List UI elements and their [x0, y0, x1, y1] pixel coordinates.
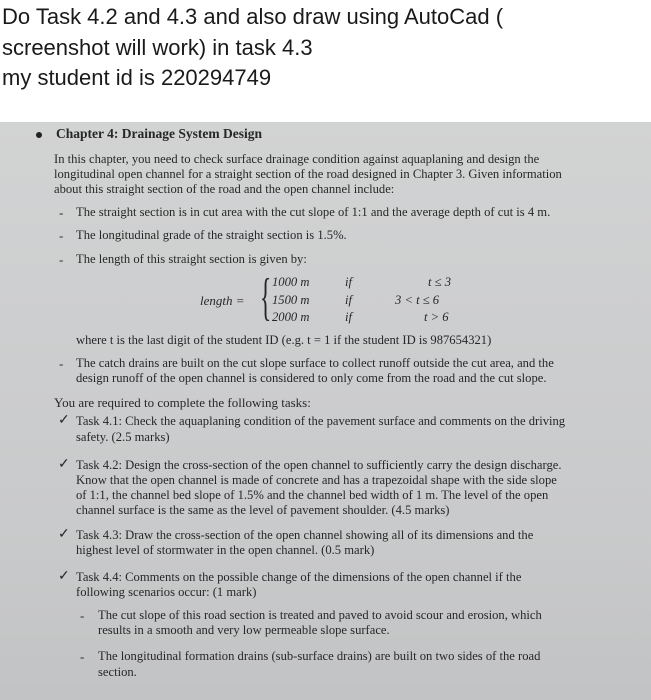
question-line-1: Do Task 4.2 and 4.3 and also draw using AutoCad (	[2, 4, 504, 29]
case-cond-3: t > 6	[424, 310, 449, 324]
dash-marker: -	[80, 649, 85, 664]
dash-marker: -	[59, 252, 64, 267]
task-4-2-line-1: Task 4.2: Design the cross-section of the open channel to sufficiently carry the design discharge.	[76, 458, 562, 472]
case-if-1: if	[345, 275, 352, 289]
chapter-title: Chapter 4: Drainage System Design	[56, 126, 262, 141]
catch-line-2: design runoff of the open channel is considered to only come from the road and the cut slope.	[76, 371, 547, 385]
formula-brace: {	[260, 269, 272, 326]
task-4-4-line-2: following scenarios occur: (1 mark)	[76, 585, 257, 599]
check-mark: ✓	[58, 569, 70, 584]
check-mark: ✓	[58, 527, 70, 542]
scenario-1-line-2: results in a smooth and very low permeable slope surface.	[98, 623, 390, 637]
case-if-3: if	[345, 310, 352, 324]
required-intro: You are required to complete the following tasks:	[54, 395, 311, 410]
case-value-2: 1500 m	[272, 293, 310, 307]
intro-line-1: In this chapter, you need to check surface drainage condition against aquaplaning and design the	[54, 152, 540, 166]
given-line-1: The straight section is in cut area with the cut slope of 1:1 and the average depth of cut is 4 m.	[76, 205, 551, 219]
dash-marker: -	[59, 205, 64, 220]
case-value-1: 1000 m	[272, 275, 310, 289]
case-cond-1: t ≤ 3	[428, 275, 452, 289]
formula-lhs: length =	[200, 293, 245, 308]
where-note: where t is the last digit of the student ID (e.g. t = 1 if the student ID is 987654321)	[76, 333, 492, 347]
task-4-3-line-1: Task 4.3: Draw the cross-section of the open channel showing all of its dimensions and the	[76, 528, 534, 542]
check-mark: ✓	[58, 413, 70, 428]
task-4-2-line-3: of 1:1, the channel bed slope of 1.5% and the channel bed width of 1 m. The level of the open	[76, 488, 549, 502]
scenario-1-line-1: The cut slope of this road section is treated and paved to avoid scour and erosion, which	[98, 608, 542, 622]
question-text	[2, 2, 647, 94]
given-line-3: The length of this straight section is given by:	[76, 252, 307, 266]
intro-line-2: longitudinal open channel for a straight section of the road designed in Chapter 3. Given information	[54, 167, 562, 181]
task-4-1-line-1: Task 4.1: Check the aquaplaning condition of the pavement surface and comments on the driving	[76, 414, 566, 428]
scenario-2-line-2: section.	[98, 665, 137, 679]
check-mark: ✓	[58, 457, 70, 472]
case-if-2: if	[345, 293, 352, 307]
intro-line-3: about this straight section of the road and the open channel include:	[54, 182, 395, 196]
catch-line-1: The catch drains are built on the cut slope surface to collect runoff outside the cut area, and the	[76, 356, 554, 370]
bullet-dot	[36, 132, 42, 138]
task-4-3-line-2: highest level of stormwater in the open channel. (0.5 mark)	[76, 543, 375, 557]
given-line-2: The longitudinal grade of the straight section is 1.5%.	[76, 228, 347, 242]
case-value-3: 2000 m	[272, 310, 310, 324]
dash-marker: -	[59, 228, 64, 243]
task-4-1-line-2: safety. (2.5 marks)	[76, 430, 170, 444]
question-line-2: screenshot will work) in task 4.3	[2, 34, 313, 60]
dash-marker: -	[80, 608, 85, 623]
task-4-2-line-4: channel surface is the same as the level of pavement shoulder. (4.5 marks)	[76, 503, 450, 517]
assignment-photo	[0, 122, 651, 700]
task-4-4-line-1: Task 4.4: Comments on the possible change of the dimensions of the open channel if the	[76, 570, 522, 584]
task-4-2-line-2: Know that the open channel is made of concrete and has a trapezoidal shape with the side slope	[76, 473, 557, 487]
case-cond-2: 3 < t ≤ 6	[395, 293, 440, 307]
scenario-2-line-1: The longitudinal formation drains (sub-surface drains) are built on two sides of the road	[98, 649, 541, 663]
question-line-3: my student id is 220294749	[2, 65, 272, 90]
dash-marker: -	[59, 356, 64, 371]
